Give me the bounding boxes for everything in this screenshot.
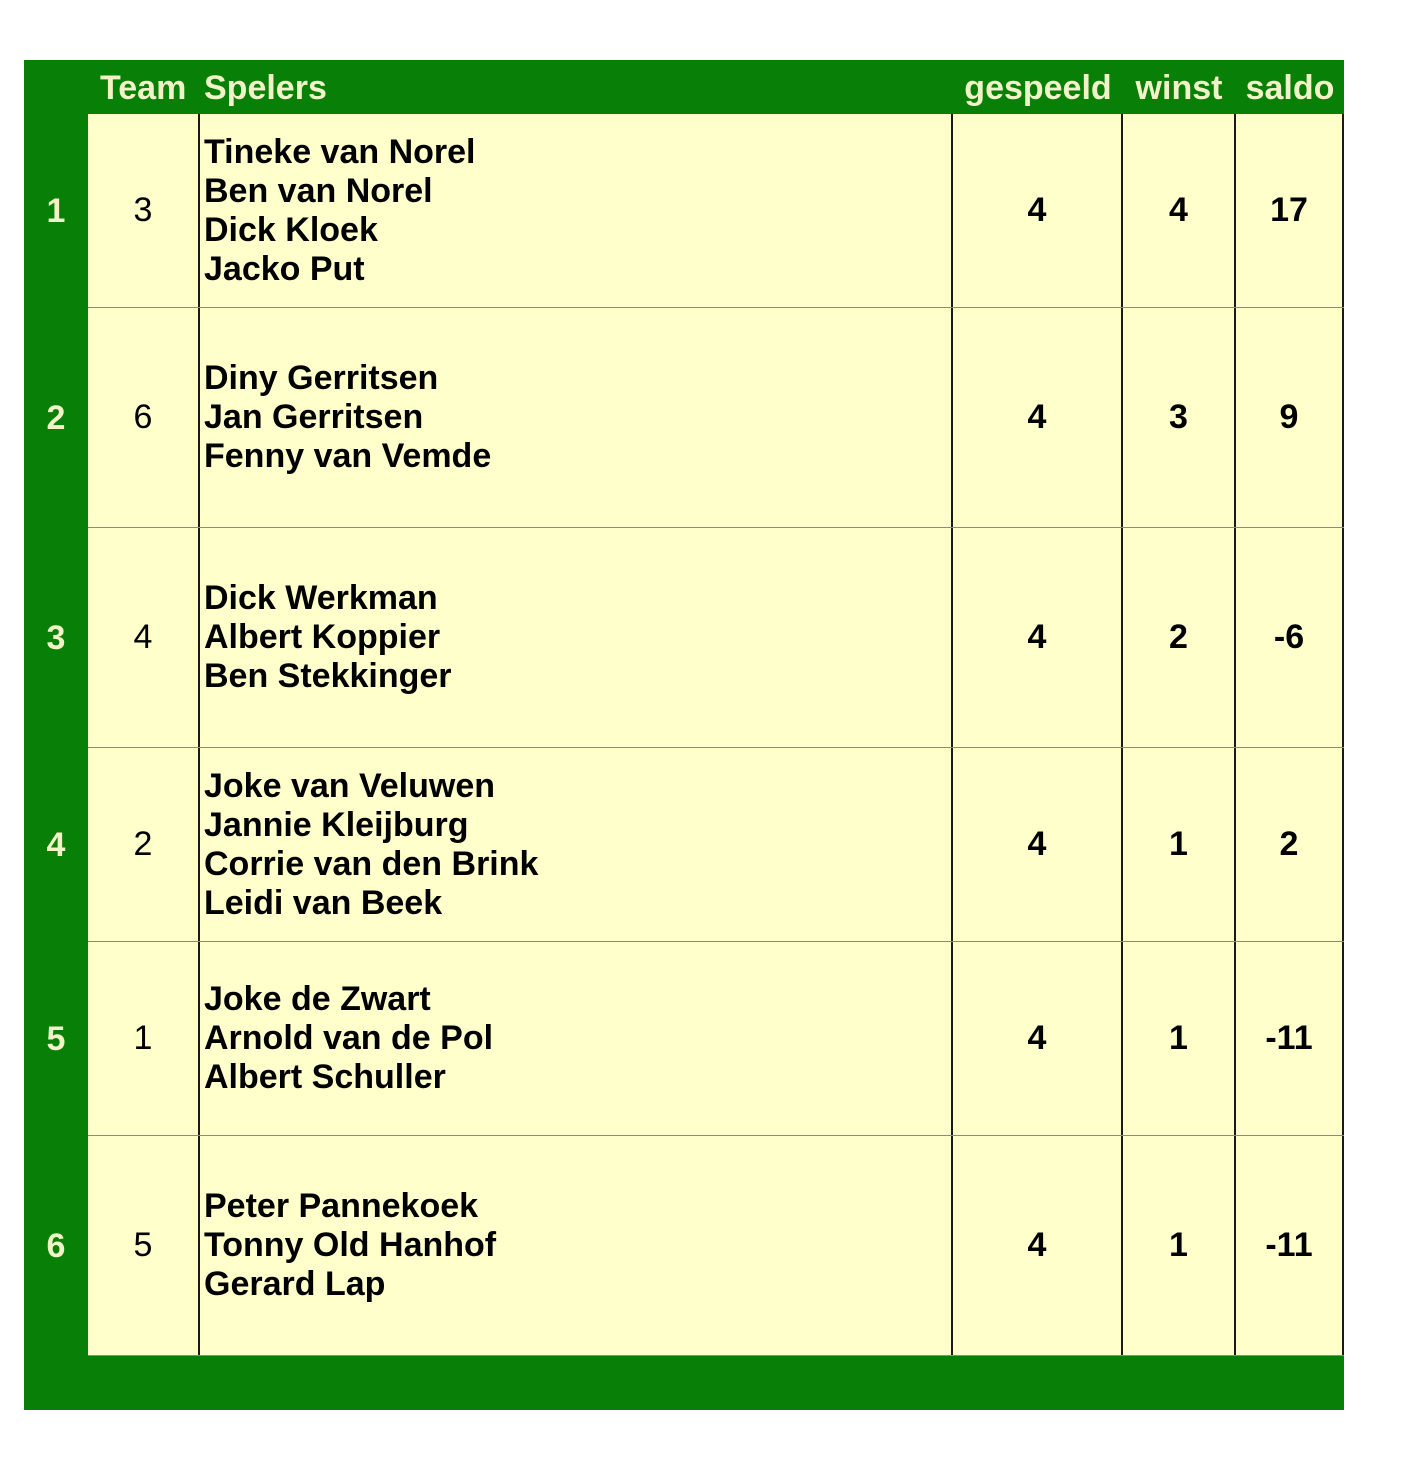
spelers-cell: [200, 114, 953, 307]
row-body: [88, 942, 1344, 1136]
spelers-list: [204, 1187, 496, 1304]
speler-name: Fenny van Vemde: [204, 437, 492, 475]
gespeeld-cell: 4: [953, 748, 1123, 941]
table-row: [24, 748, 1344, 942]
spelers-list: [204, 980, 493, 1097]
header-winst: winst: [1135, 69, 1223, 107]
spelers-cell: [200, 748, 953, 941]
saldo-cell: -11: [1236, 942, 1344, 1135]
header-gespeeld: gespeeld: [964, 69, 1112, 107]
speler-name: Leidi van Beek: [204, 883, 443, 922]
spelers-cell: [200, 308, 953, 527]
speler-name: Albert Koppier: [204, 618, 441, 656]
winst-cell: 2: [1123, 528, 1236, 747]
spelers-list: [204, 359, 491, 476]
speler-name: Tineke van Norel: [204, 132, 476, 171]
rank-cell: 3: [46, 618, 66, 657]
speler-name: Joke de Zwart: [204, 980, 431, 1018]
saldo-cell: 9: [1236, 308, 1344, 527]
spelers-cell: [200, 942, 953, 1135]
table-footer-band: [24, 1356, 1344, 1410]
team-cell: 5: [88, 1136, 200, 1355]
gespeeld-cell: 4: [953, 308, 1123, 527]
speler-name: Tonny Old Hanhof: [204, 1226, 497, 1264]
gespeeld-cell: 4: [953, 114, 1123, 307]
winst-cell: 4: [1123, 114, 1236, 307]
table-header: [24, 60, 1344, 114]
speler-name: Ben van Norel: [204, 171, 433, 210]
team-cell: 3: [88, 114, 200, 307]
rank-cell: 5: [46, 1019, 66, 1058]
row-body: [88, 528, 1344, 748]
speler-name: Jacko Put: [204, 249, 365, 288]
row-body: [88, 114, 1344, 308]
row-body: [88, 308, 1344, 528]
saldo-cell: 17: [1236, 114, 1344, 307]
table-row: [24, 528, 1344, 748]
saldo-cell: 2: [1236, 748, 1344, 941]
speler-name: Diny Gerritsen: [204, 359, 439, 397]
speler-name: Ben Stekkinger: [204, 657, 452, 695]
speler-name: Dick Werkman: [204, 579, 438, 617]
winst-cell: 3: [1123, 308, 1236, 527]
winst-cell: 1: [1123, 1136, 1236, 1355]
saldo-cell: -11: [1236, 1136, 1344, 1355]
speler-name: Jan Gerritsen: [204, 398, 424, 436]
table-row: [24, 942, 1344, 1136]
speler-name: Jannie Kleijburg: [204, 805, 469, 844]
spelers-cell: [200, 528, 953, 747]
table-row: [24, 308, 1344, 528]
team-cell: 6: [88, 308, 200, 527]
table-row: [24, 1136, 1344, 1356]
spelers-list: [204, 133, 476, 289]
spelers-list: [204, 767, 538, 923]
rank-cell: 4: [46, 825, 66, 864]
rank-cell: 2: [46, 398, 66, 437]
spelers-list: [204, 579, 452, 696]
speler-name: Albert Schuller: [204, 1058, 446, 1096]
saldo-cell: -6: [1236, 528, 1344, 747]
table-row: [24, 114, 1344, 308]
speler-name: Corrie van den Brink: [204, 844, 539, 883]
header-saldo: saldo: [1245, 69, 1335, 107]
spelers-cell: [200, 1136, 953, 1355]
team-cell: 1: [88, 942, 200, 1135]
gespeeld-cell: 4: [953, 1136, 1123, 1355]
team-cell: 2: [88, 748, 200, 941]
speler-name: Peter Pannekoek: [204, 1187, 479, 1225]
standings-table: [24, 60, 1344, 1410]
gespeeld-cell: 4: [953, 942, 1123, 1135]
row-body: [88, 748, 1344, 942]
rank-cell: 6: [46, 1226, 66, 1265]
speler-name: Arnold van de Pol: [204, 1019, 494, 1057]
rank-cell: 1: [46, 191, 66, 230]
speler-name: Joke van Veluwen: [204, 766, 496, 805]
speler-name: Gerard Lap: [204, 1265, 386, 1303]
gespeeld-cell: 4: [953, 528, 1123, 747]
winst-cell: 1: [1123, 942, 1236, 1135]
speler-name: Dick Kloek: [204, 210, 378, 249]
winst-cell: 1: [1123, 748, 1236, 941]
header-team: Team: [100, 69, 187, 107]
row-body: [88, 1136, 1344, 1356]
header-spelers: Spelers: [204, 69, 327, 107]
team-cell: 4: [88, 528, 200, 747]
